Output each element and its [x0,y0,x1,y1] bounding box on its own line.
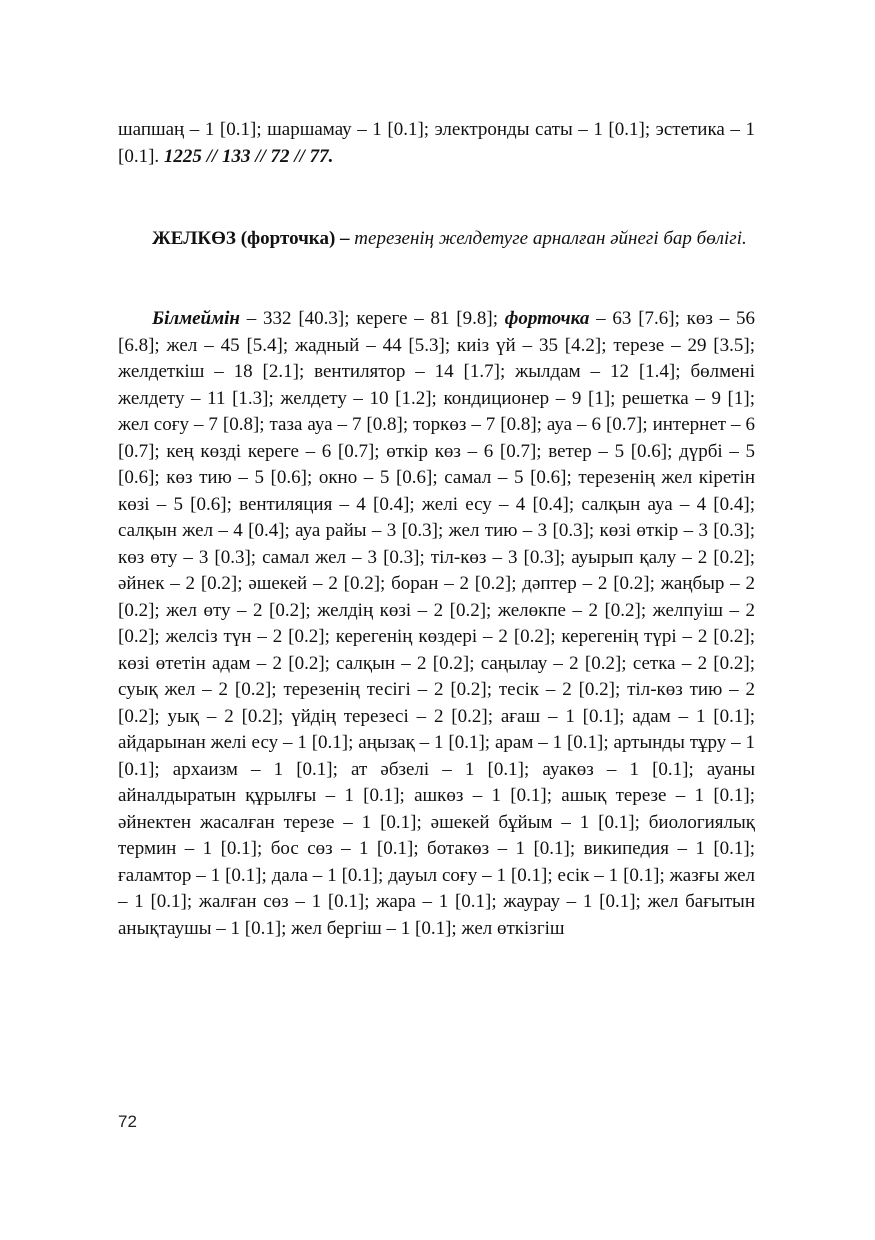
response-statistics: 1225 // 133 // 72 // 77. [163,145,334,167]
responses-paragraph [118,306,755,942]
headword-dash: – [335,228,355,249]
headword-term: ЖЕЛКӨЗ (форточка) [152,228,336,249]
continuation-paragraph [118,117,755,170]
continuation-text: шапшаң – 1 [0.1]; шаршамау – 1 [0.1]; электронды саты – 1 [0.1]; эстетика – 1 [0.1]. [118,119,755,167]
dictionary-headword-paragraph [118,226,755,253]
responses-segment-2: – 63 [7.6]; көз – 56 [6.8]; жел – 45 [5.4]; жадный – 44 [5.3]; киіз үй – 35 [4.2]; терезе – 29 [3.5]; желдеткіш – 18 [2.1]; вентилятор – 14 [1.7]; жылдам – 12 [1.4]; бөлмені желдету – 11 [1.3]; желдету – 10 [1.2]; кондиционер – 9 [1]; решетка – 9 [1]; жел соғу – 7 [0.8]; таза ауа – 7 [0.8]; торкөз – 7 [0.8]; ауа – 6 [0.7]; интернет – 6 [0.7]; кең көзді кереге – 6 [0.7]; өткір көз – 6 [0.7]; ветер – 5 [0.6]; дүрбі – 5 [0.6]; көз тию – 5 [0.6]; окно – 5 [0.6]; самал – 5 [0.6]; терезенің жел кіретін көзі – 5 [0.6]; вентиляция – 4 [0.4]; желі есу – 4 [0.4]; салқын ауа – 4 [0.4]; салқын жел – 4 [0.4]; ауа райы – 3 [0.3]; жел тию – 3 [0.3]; көзі өткір – 3 [0.3]; көз өту – 3 [0.3]; самал жел – 3 [0.3]; тіл-көз – 3 [0.3]; ауырып қалу – 2 [0.2]; әйнек – 2 [0.2]; әшекей – 2 [0.2]; боран – 2 [0.2]; дәптер – 2 [0.2]; жаңбыр – 2 [0.2]; жел өту – 2 [0.2]; желдің көзі – 2 [0.2]; желөкпе – 2 [0.2]; желпуіш – 2 [0.2]; желсіз түн – 2 [0.2]; керегенің көздері – 2 [0.2]; керегенің түрі – 2 [0.2]; көзі өтетін адам – 2 [0.2]; салқын – 2 [0.2]; саңылау – 2 [0.2]; сетка – 2 [0.2]; суық жел – 2 [0.2]; терезенің тесігі – 2 [0.2]; тесік – 2 [0.2]; тіл-көз тию – 2 [0.2]; уық – 2 [0.2]; үйдің терезесі – 2 [0.2]; ағаш – 1 [0.1]; адам – 1 [0.1]; айдарынан желі есу – 1 [0.1]; аңызақ – 1 [0.1]; арам – 1 [0.1]; артынды тұру – 1 [0.1]; архаизм – 1 [0.1]; ат әбзелі – 1 [0.1]; ауакөз – 1 [0.1]; ауаны айналдыратын құрылғы – 1 [0.1]; ашкөз – 1 [0.1]; ашық терезе – 1 [0.1]; әйнектен жасалған терезе – 1 [0.1]; әшекей бұйым – 1 [0.1]; биологиялық термин – 1 [0.1]; бос сөз – 1 [0.1]; ботакөз – 1 [0.1]; википедия – 1 [0.1]; ғаламтор – 1 [0.1]; дала – 1 [0.1]; дауыл соғу – 1 [0.1]; есік – 1 [0.1]; жазғы жел – 1 [0.1]; жалған сөз – 1 [0.1]; жара – 1 [0.1]; жаурау – 1 [0.1]; жел бағытын анықтаушы – 1 [0.1]; жел бергіш – 1 [0.1]; жел өткізгіш [118,308,756,939]
headword-definition: терезенің желдетуге арналған әйнегі бар бөлігі. [354,228,747,249]
first-response: Білмеймін [152,308,240,329]
page-number: 72 [118,1112,137,1131]
responses-segment-1: – 332 [40.3]; кереге – 81 [9.8]; [239,308,505,329]
highlighted-response: форточка [504,308,590,329]
